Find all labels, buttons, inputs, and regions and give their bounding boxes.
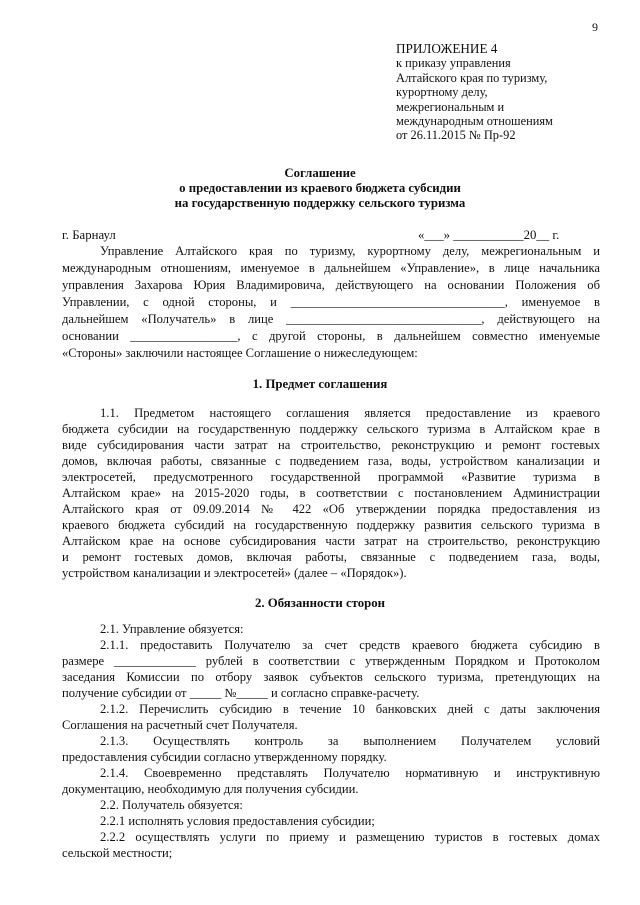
place-of-signing: г. Барнаул	[62, 228, 116, 242]
section-2-line: заседания Комиссии по отбору заявок субъектов сельского туризма, претендующих на	[62, 670, 600, 684]
section-2-line: Соглашения на расчетный счет Получателя.	[62, 718, 298, 732]
appendix-line: от 26.11.2015 № Пр-92	[396, 128, 516, 143]
section-1-line: Алтайском крае на основе субсидирования части затрат на строительство, реконструкцию	[62, 534, 600, 548]
section-2-line: сельской местности;	[62, 846, 173, 860]
appendix-line: курортному делу,	[396, 85, 488, 100]
intro-line: Управлении, с одной стороны, и __________________________________, именуемое в	[62, 295, 600, 309]
document-title-line: на государственную поддержку сельского туризма	[174, 196, 466, 210]
intro-line: «Стороны» заключили настоящее Соглашение о нижеследующем:	[62, 346, 418, 360]
appendix-line: Алтайского края по туризму,	[396, 70, 548, 85]
intro-line: основании _________________, с другой стороны, в дальнейшем совместно именуемые	[62, 329, 600, 343]
section-1-line: электросетей, предусмотренного государственной программой «Развитие туризма в	[62, 470, 600, 484]
section-2-line: 2.2.2 осуществлять услуги по приему и размещению туристов в гостевых домах	[100, 830, 600, 844]
page-number: 9	[592, 20, 598, 34]
section-2-line: 2.2. Получатель обязуется:	[100, 798, 243, 812]
section-2-line: 2.1.4. Своевременно представлять Получателю нормативную и инструктивную	[100, 766, 600, 780]
section-2-line: получение субсидии от _____ №_____ и согласно справке-расчету.	[62, 686, 420, 700]
section-2-line: предоставления субсидии согласно утвержденному порядку.	[62, 750, 387, 764]
appendix-line: международным отношениям	[396, 114, 553, 129]
intro-line: Управление Алтайского края по туризму, курортному делу, межрегиональным и	[100, 244, 600, 258]
section-2-line: 2.1.3. Осуществлять контроль за выполнением Получателем условий	[100, 734, 600, 748]
document-title: Соглашение	[284, 166, 356, 180]
section-2-line: размере _____________ рублей в соответствии с утвержденным Порядком и Протоколом	[62, 654, 600, 668]
section-1-line: и ремонт гостевых домов, включая работы, связанные с подведением газа, воды,	[62, 550, 600, 564]
section-1-line: виде субсидирования части затрат на строительство, реконструкцию и ремонт гостевых	[62, 438, 600, 452]
section-2-line: 2.1. Управление обязуется:	[100, 622, 244, 636]
section-1-line: Алтайском крае» на 2015-2020 годы, в соответствии с постановлением Администрации	[62, 486, 600, 500]
intro-line: управления Захарова Юрия Владимировича, действующего на основании Положения об	[62, 278, 600, 292]
section-2-heading: 2. Обязанности сторон	[254, 596, 386, 610]
section-2-line: документацию, необходимую для получения субсидии.	[62, 782, 359, 796]
section-2-line: 2.2.1 исполнять условия предоставления субсидии;	[100, 814, 375, 828]
section-1-line: Алтайского края от 09.09.2014 № 422 «Об утверждении порядка предоставления из	[62, 502, 600, 516]
appendix-line: межрегиональным и	[396, 99, 505, 114]
section-1-line: устройством канализации и электросетей» (далее – «Порядок»).	[62, 566, 407, 580]
section-2-line: 2.1.2. Перечислить субсидию в течение 10 банковских дней с даты заключения	[100, 702, 600, 716]
section-1-line: бюджета субсидии на государственную поддержку сельского туризма в Алтайском крае в	[62, 422, 600, 436]
section-2-line: 2.1.1. предоставить Получателю за счет средств краевого бюджета субсидию в	[100, 638, 600, 652]
appendix-line: к приказу управления	[396, 56, 511, 71]
document-title-line: о предоставлении из краевого бюджета субсидии	[179, 181, 461, 195]
date-field: «___» ___________20__ г.	[418, 228, 560, 242]
section-1-line: домов, включая работы, связанные с подведением газа, воды, устройством канализации и	[62, 454, 600, 468]
section-1-line: краевого бюджета субсидий на государственную поддержку развития сельского туризма в	[62, 518, 600, 532]
intro-line: международным отношениям, именуемое в дальнейшем «Управление», в лице начальника	[62, 261, 600, 275]
section-1-line: 1.1. Предметом настоящего соглашения является предоставление из краевого	[100, 406, 600, 420]
intro-line: дальнейшем «Получатель» в лице _______________________________, действующего на	[62, 312, 600, 326]
appendix-block	[396, 42, 553, 143]
appendix-heading: ПРИЛОЖЕНИЕ 4	[396, 41, 498, 56]
section-1-heading: 1. Предмет соглашения	[252, 377, 388, 391]
